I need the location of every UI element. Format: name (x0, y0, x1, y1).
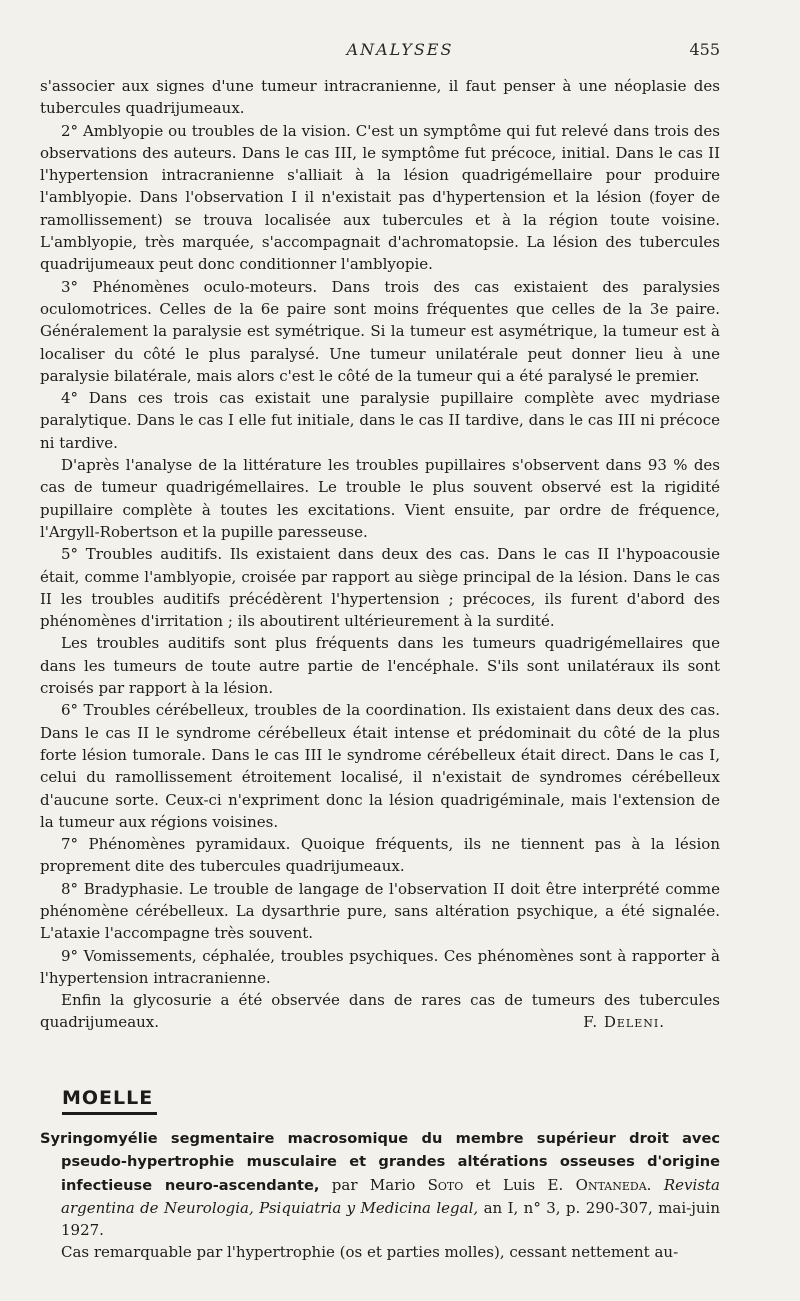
paragraph: 7° Phénomènes pyramidaux. Quoique fréquents, ils ne tiennent pas à la lésion proprement dite des tubercules quadrijumeaux. (40, 835, 720, 876)
by-text: par (319, 1175, 370, 1194)
paragraph: 8° Bradyphasie. Le trouble de langage de l'observation II doit être interprété comme phénomène cérébelleux. La dysarthrie pure, sans altération psychique, a été signalée. L'ataxie l'accompagne très souvent. (40, 879, 720, 943)
author2-first: Luis E. (503, 1175, 576, 1194)
paragraph: 5° Troubles auditifs. Ils existaient dans deux des cas. Dans le cas II l'hypoacousie était, comme l'amblyopie, croisée par rapport au siège principal de la lésion. Dans le cas II les troubles auditifs précédèrent l'hypertension ; précoces, ils furent d'abord des phénomènes d'irritation ; ils aboutirent ultérieurement à la surdité. (40, 545, 720, 631)
paragraph: Les troubles auditifs sont plus fréquents dans les tumeurs quadrigémellaires que dans les tumeurs de toute autre partie de l'encéphale. S'ils sont unilatéraux ils sont croisés par rapport à la lésion. (40, 634, 720, 698)
page-number: 455 (689, 40, 720, 59)
paragraph: D'après l'analyse de la littérature les troubles pupillaires s'observent dans 93 % des cas de tumeur quadrigémellaires. Le trouble le plus souvent observé est la rigidité pupillaire complète à toutes les excitations. Vient ensuite, par ordre de fréquence, l'Argyll-Robertson et la pupille paresseuse. (40, 456, 720, 541)
section-heading: MOELLE (62, 1087, 154, 1109)
paragraph-final-text: Enfin la glycosurie a été observée dans de rares cas de tumeurs des tubercules quadrijumeaux. (40, 991, 720, 1032)
paragraph: 3° Phénomènes oculo-moteurs. Dans trois des cas existaient des paralysies oculomotrices. Celles de la 6e paire sont moins fréquentes que celles de la 3e paire. Généralement la paralysie est symétrique. Si la tumeur est asymétrique, la tumeur est à localiser du côté le plus paralysé. Une tumeur unilatérale peut donner lieu à une paralysie bilatérale, mais alors c'est le côté de la tumeur qui a été paralysé le premier. (40, 277, 720, 385)
author1-first: Mario (369, 1175, 428, 1194)
author-signature: F. Deleni. (583, 1013, 665, 1032)
paragraph: s'associer aux signes d'une tumeur intracranienne, il faut penser à une néoplasie des tubercules quadrijumeaux. (40, 77, 720, 118)
journal-name: Revista argentina de Neurologia, Psiquiatria y Medicina legal, (61, 1175, 720, 1217)
body-text (40, 75, 720, 1034)
article-title: Syringomyélie segmentaire macrosomique du membre supérieur droit avec pseudo-hypertrophie musculaire et grandes altérations osseuses d'origine infectieuse neuro-ascendante, (40, 1130, 720, 1194)
author1-last: Soto (427, 1175, 464, 1194)
paragraph: 6° Troubles cérébelleux, troubles de la coordination. Ils existaient dans deux des cas. Dans le cas II le syndrome cérébelleux était intense et prédominait du côté de la plus forte lésion tumorale. Dans le cas III le syndrome cérébelleux était direct. Dans le cas I, celui du ramollissement étroitement localisé, il n'existait de syndromes cérébelleux d'aucune sorte. Ceux-ci n'expriment donc la lésion quadrigéminale, mais l'extension de la tumeur aux régions voisines. (40, 701, 720, 831)
citation: an I, n° 3, p. 290-307, mai-juin 1927. (61, 1198, 720, 1240)
and-text: et (463, 1175, 503, 1194)
article-entry (40, 1127, 720, 1264)
author2-last: Ontaneda (575, 1175, 647, 1194)
paragraph: 4° Dans ces trois cas existait une paralysie pupillaire complète avec mydriase paralytique. Dans le cas I elle fut initiale, dans le cas II tardive, dans le cas III ni précoce ni tardive. (40, 389, 720, 452)
section-heading-rule (62, 1112, 157, 1115)
running-title: ANALYSES (346, 40, 454, 59)
article-reference: Syringomyélie segmentaire macrosomique du membre supérieur droit avec pseudo-hypertrophie musculaire et grandes altérations osseuses d'origine infectieuse neuro-ascendante, par Mario Soto et Luis E. Ontaneda. Revista argentina de Neurologia, Psiquiatria y Medicina legal, an I, n° 3, p. 290-307, mai-juin 1927. (40, 1130, 720, 1240)
paragraph: 2° Amblyopie ou troubles de la vision. C'est un symptôme qui fut relevé dans trois des observations des auteurs. Dans le cas III, le symptôme fut précoce, initial. Dans le cas II l'hypertension intracranienne s'alliait à la lésion quadrigémellaire pour produire l'amblyopie. Dans l'observation I il n'existait pas d'hypertension et la lésion (foyer de ramollissement) se trouva localisée aux tubercules et à la région toute voisine. L'amblyopie, très marquée, s'accompagnait d'achromatopsie. La lésion des tubercules quadrijumeaux peut donc conditionner l'amblyopie. (40, 121, 720, 274)
paragraph: 9° Vomissements, céphalée, troubles psychiques. Ces phénomènes sont à rapporter à l'hypertension intracranienne. (40, 946, 720, 987)
article-first-line: Cas remarquable par l'hypertrophie (os et parties molles), cessant nettement au- (61, 1243, 679, 1262)
paragraph-final (40, 989, 720, 1034)
